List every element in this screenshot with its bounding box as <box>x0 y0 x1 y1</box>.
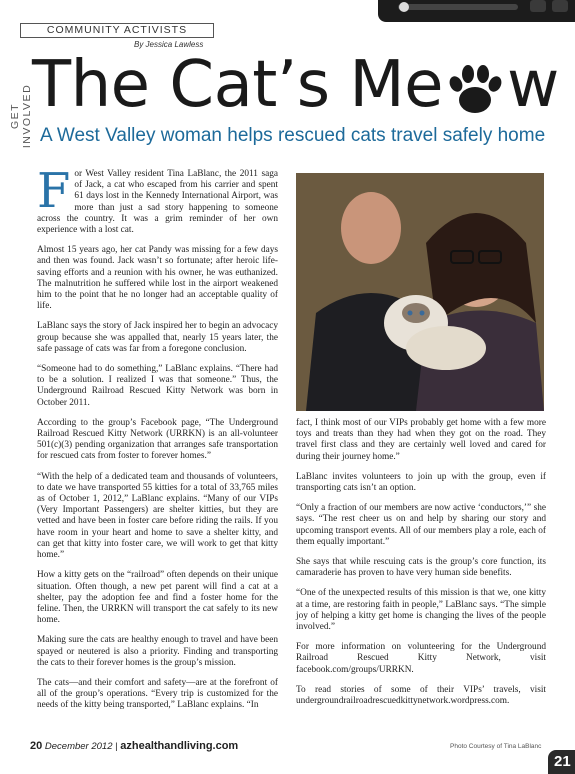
paragraph: “With the help of a dedicated team and thousands of volunteers, to date we have transported 55 kitties for a total of 33,765 miles as of October 1, 2012,” LaBlanc explains. “Many of our VIPs (Very Important Passengers) are shelter kitties, but they are vetted and have been in foster care before riding the rails. If you have room in your heart and home to save a shelter kitty, and can get that kitty into foster care, we will work to get that kitty home.” <box>37 471 278 561</box>
next-page-number[interactable]: 21 <box>548 750 575 774</box>
article-title <box>32 48 559 122</box>
paragraph: She says that while rescuing cats is the group’s core function, its camaraderie has proven to have very human side benefits. <box>296 557 546 579</box>
paragraph: fact, I think most of our VIPs probably get home with a few more toys and treats than they had when they got on the road. They travel first class and they are certainly well loved and cared for during their journey home.” <box>296 418 546 462</box>
vertical-section-label: GET INVOLVED <box>9 83 33 149</box>
section-label: COMMUNITY ACTIVISTS <box>20 23 214 38</box>
paragraph: To read stories of some of their VIPs’ travels, visit undergroundrailroadrescuedkittynetwork.wordpress.com. <box>296 684 546 707</box>
paragraph <box>37 163 278 236</box>
photo-credit: Photo Courtesy of Tina LaBlanc <box>450 743 542 750</box>
paragraph: “Someone had to do something,” LaBlanc explains. “There had to be a solution. I realized I was that someone.” Thus, the Underground Railroad Rescued Kitty Network was born in October 2011. <box>37 364 278 408</box>
paragraph: According to the group’s Facebook page, “The Underground Railroad Rescued Kitty Network (URRKN) is an all-volunteer 501(c)(3) pending organization that arranges safe transportation for rescued cats from foster to forever homes.” <box>37 417 278 462</box>
paw-print-icon <box>443 60 507 116</box>
paragraph: LaBlanc invites volunteers to join up with the group, even if transporting cats isn’t an option. <box>296 471 546 494</box>
paragraph: “Only a fraction of our members are now active ‘conductors,’” she says. “The rest cheer us on and help by sharing our story and upcoming transport events. All of our members play a role, each of them equally important.” <box>296 503 546 547</box>
footer-separator: | <box>115 741 118 752</box>
left-column <box>37 163 278 721</box>
paragraph-text: or West Valley resident Tina LaBlanc, the 2011 saga of Jack, a cat who escaped from his carrier and spent 61 days lost in the Kennedy International Airport, was more than just a sad story happening to someone across the country. It was a grim reminder of her own experience with a lost cat. <box>37 169 278 236</box>
media-button[interactable] <box>530 0 546 12</box>
paragraph: For more information on volunteering for the Underground Railroad Rescued Kitty Network, visit facebook.com/groups/URRKN. <box>296 642 546 675</box>
footer-website: azhealthandliving.com <box>120 740 239 752</box>
article-photo <box>296 173 544 411</box>
page-footer <box>30 740 238 752</box>
drop-cap: F <box>37 163 71 219</box>
paragraph: Almost 15 years ago, her cat Pandy was missing for a few days and then was found. Jack wasn’t so fortunate; after heroic life-saving efforts and a reunion with his owner, he was euthanized. The malnutrition he suffered while lost in the airport weakened him to the point that he no longer had an acceptable quality of life. <box>37 245 278 312</box>
issue-date: December 2012 <box>44 741 113 752</box>
media-progress-track[interactable] <box>398 4 518 10</box>
title-text-end: w <box>507 48 559 122</box>
paragraph: “One of the unexpected results of this mission is that we, one kitty at a time, are restoring faith in people,” LaBlanc says. “The simple joy of helping a kitty get home is changing the lives of the people involved.” <box>296 588 546 633</box>
paragraph: How a kitty gets on the “railroad” often depends on their unique situation. Often though, a new pet parent will find a cat at a shelter, pay the adoption fee and find a foster home for the feline. Then, the URRKN will transport the cat safely to its new home. <box>37 570 278 626</box>
article-subtitle: A West Valley woman helps rescued cats travel safely home <box>40 125 546 146</box>
paragraph: The cats—and their comfort and safety—are at the forefront of all of the group’s operations. “Every trip is customized for the needs of the kitty being transported,” LaBlanc explains. “In <box>37 677 278 711</box>
media-progress-knob[interactable] <box>399 2 409 12</box>
paragraph: LaBlanc says the story of Jack inspired her to begin an advocacy group because she was appalled that, nearly 15 years later, the safe passage of cats was far from a foregone conclusion. <box>37 321 278 354</box>
byline: By Jessica Lawless <box>134 40 204 49</box>
paragraph: Making sure the cats are healthy enough to travel and have been spayed or neutered is also a priority. Finding and transporting the cats to their forever homes is the group’s mission. <box>37 635 278 668</box>
photo-illustration <box>296 173 544 411</box>
media-button-2[interactable] <box>552 0 568 12</box>
title-text: The Cat’s Me <box>32 48 443 122</box>
right-column <box>296 418 546 716</box>
page-number: 20 <box>30 740 43 752</box>
